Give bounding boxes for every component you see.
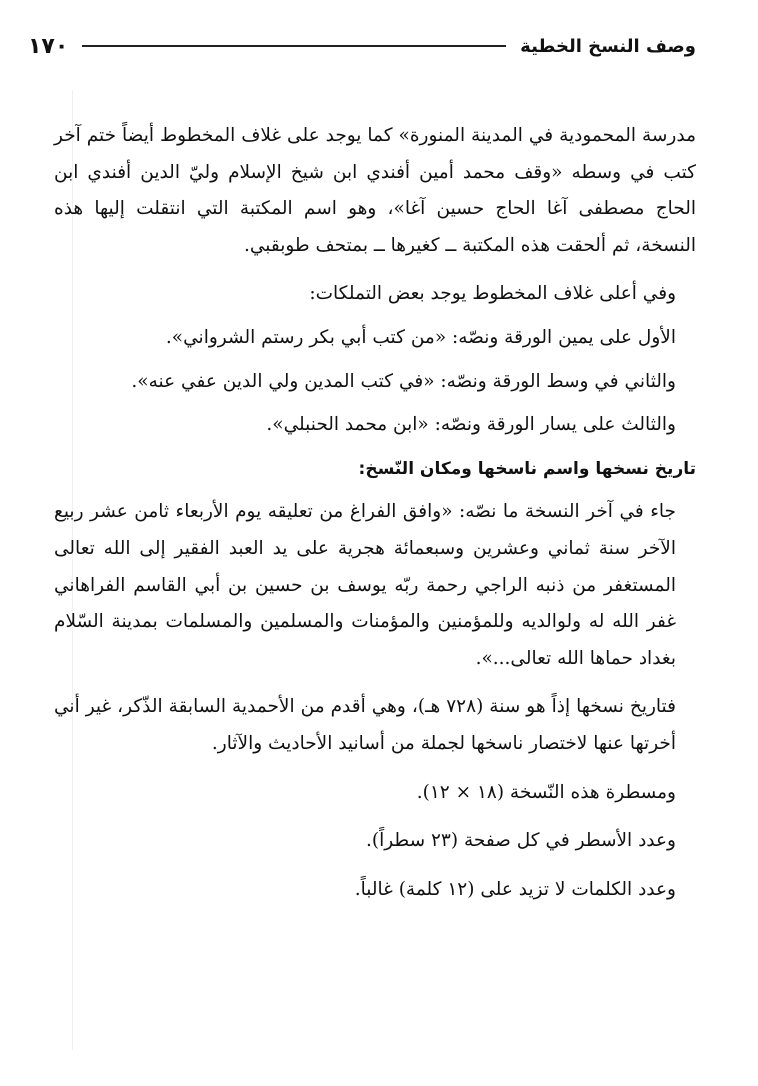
page-body: [54, 118, 696, 908]
paragraph-ownership-second: والثاني في وسط الورقة ونصّه: «في كتب المدين ولي الدين عفي عنه».: [131, 370, 676, 392]
paragraph-colophon: جاء في آخر النسخة ما نصّه: «وافق الفراغ من تعليقه يوم الأربعاء ثامن عشر ربيع الآخر سنة ثماني وعشرين وسبعمائة هجرية على يد العبد الفقير إلى الله تعالى المستغفر من ذنبه الراجي رحمة ربّه يوسف بن حسين بن أبي القاسم الفراهاني غفر الله له ولوالديه وللمؤمنين والمؤمنات والمسلمين والمسلمات بمدينة السّلام بغداد حماها الله تعالى...».: [54, 501, 676, 669]
paragraph-line-count: وعدد الأسطر في كل صفحة (٢٣ سطراً).: [365, 830, 676, 852]
paragraph-ownership-third: والثالث على يسار الورقة ونصّه: «ابن محمد الحنبلي».: [266, 414, 676, 436]
running-title: وصف النسخ الخطية: [520, 35, 696, 57]
paragraph-word-count: وعدد الكلمات لا تزيد على (١٢ كلمة) غالباً.: [354, 878, 676, 900]
paragraph-endowment-stamp: مدرسة المحمودية في المدينة المنورة» كما يوجد على غلاف المخطوط أيضاً ختم آخر كتب في وسطه «وقف محمد أمين أفندي ابن شيخ الإسلام وليّ الدين أفندي ابن الحاج مصطفى آغا الحاج حسين آغا»، وهو اسم المكتبة التي انتقلت إليها هذه النسخة، ثم ألحقت هذه المكتبة ــ كغيرها ــ بمتحف طوبقبي.: [54, 125, 696, 256]
paragraph-ruling: ومسطرة هذه النّسخة (١٨ × ١٢).: [416, 781, 676, 803]
section-heading-copy-date: تاريخ نسخها واسم ناسخها ومكان النّسخ:: [358, 458, 696, 479]
page-number: ١٧٠: [28, 33, 69, 59]
paragraph-ownership-intro: وفي أعلى غلاف المخطوط يوجد بعض التملكات:: [309, 283, 676, 305]
paragraph-ownership-first: الأول على يمين الورقة ونصّه: «من كتب أبي بكر رستم الشرواني».: [165, 326, 676, 348]
paragraph-copy-date: فتاريخ نسخها إذاً هو سنة (٧٢٨ هـ)، وهي أقدم من الأحمدية السابقة الذّكر، غير أني أخرتها عنها لاختصار ناسخها لجملة من أسانيد الأحاديث والآثار.: [54, 696, 676, 754]
header-rule: [82, 45, 506, 47]
running-header: [28, 26, 696, 66]
